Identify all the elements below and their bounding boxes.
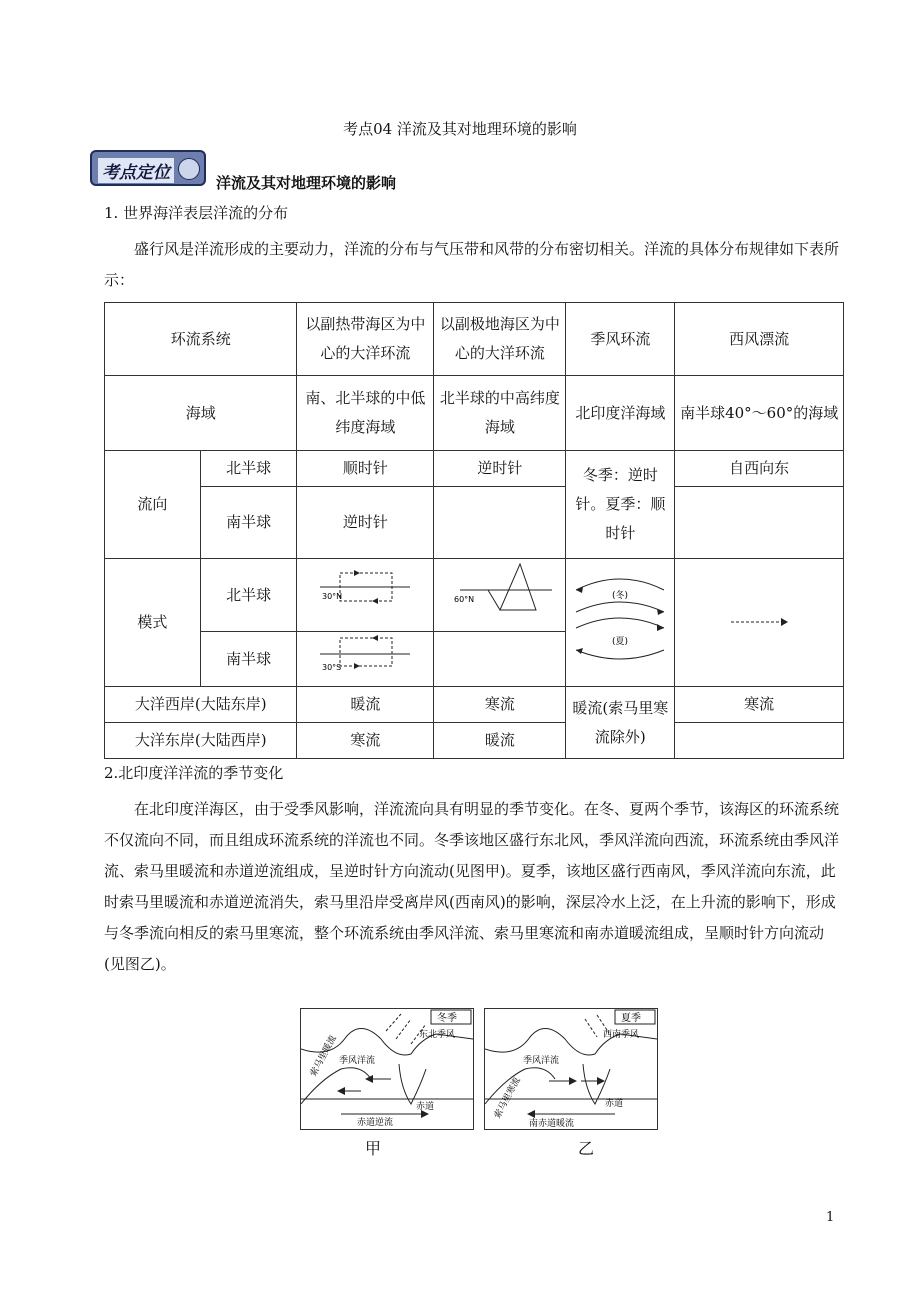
cell: 南半球40°～60°的海域 — [675, 376, 844, 451]
section1-paragraph: 盛行风是洋流形成的主要动力，洋流的分布与气压带和风带的分布密切相关。洋流的具体分布规律如下表所示： — [104, 240, 840, 289]
summer-label: (夏) — [612, 636, 629, 647]
cell-monsoon-direction: 冬季：逆时针。夏季：顺时针 — [566, 451, 675, 559]
col-header-westerly: 西风漂流 — [675, 303, 844, 376]
pattern-subpolar-north — [434, 559, 566, 632]
current-label: 季风洋流 — [339, 1056, 376, 1066]
subheading: 洋流及其对地理环境的影响 — [216, 174, 397, 192]
page-title: 考点04 洋流及其对地理环境的影响 — [343, 120, 577, 138]
cold-current-label: 索马里寒流 — [492, 1075, 523, 1121]
wind-label: 西南季风 — [603, 1030, 640, 1040]
row-sub-north: 北半球 — [200, 559, 297, 632]
winter-label: (冬) — [612, 590, 629, 601]
cell: 北半球的中高纬度海域 — [434, 376, 566, 451]
cell: 暖流 — [297, 687, 434, 723]
warm-current-label: 索马里暖流 — [308, 1033, 339, 1079]
lat-label: 30°N — [322, 592, 343, 601]
badge-label: 考点定位 — [98, 158, 174, 183]
map-winter-caption: 甲 — [365, 1139, 382, 1158]
pattern-westerly — [675, 559, 844, 687]
lat-label: 60°N — [453, 595, 475, 604]
cell: 顺时针 — [297, 451, 434, 487]
current-label: 季风洋流 — [523, 1056, 560, 1066]
counter-current-label: 赤道逆流 — [357, 1118, 394, 1128]
cell: 逆时针 — [297, 487, 434, 559]
map-summer — [484, 1008, 658, 1130]
row-label-sea-area: 海域 — [105, 376, 297, 451]
south-warm-label: 南赤道暖流 — [529, 1119, 575, 1129]
col-header-subpolar: 以副极地海区为中心的大洋环流 — [434, 303, 566, 376]
cell: 寒流 — [675, 687, 844, 723]
col-header-monsoon: 季风环流 — [566, 303, 675, 376]
row-sub-south: 南半球 — [200, 487, 297, 559]
cell-empty — [434, 632, 566, 687]
pattern-subtropical-north — [297, 559, 434, 632]
cell: 寒流 — [297, 723, 434, 759]
pattern-subtropical-south — [297, 632, 434, 687]
section-badge — [90, 150, 206, 186]
map-summer-caption: 乙 — [578, 1139, 595, 1158]
cell: 逆时针 — [434, 451, 566, 487]
col-header-system: 环流系统 — [105, 303, 297, 376]
map-winter — [300, 1008, 474, 1130]
page-number: 1 — [826, 1210, 835, 1225]
pattern-monsoon — [566, 559, 675, 687]
col-header-subtropical: 以副热带海区为中心的大洋环流 — [297, 303, 434, 376]
cell: 北印度洋海域 — [566, 376, 675, 451]
badge-circle-icon — [178, 158, 200, 180]
section2-paragraph: 在北印度洋海区，由于受季风影响，洋流流向具有明显的季节变化。在冬、夏两个季节，该海区的环流系统不仅流向不同，而且组成环流系统的洋流也不同。冬季该地区盛行东北风，季风洋流向西流，环流系统由季风洋流、索马里暖流和赤道逆流组成，呈逆时针方向流动(见图甲)。夏季，该地区盛行西南风，季风洋流向东流，此时索马里暖流和赤道逆流消失，索马里沿岸受离岸风(西南风)的影响，深层冷水上泛，在上升流的影响下，形成与冬季流向相反的索马里寒流，整个环流系统由季风洋流、索马里寒流和南赤道暖流组成，呈顺时针方向流动(见图乙)。 — [104, 800, 840, 973]
row-label-pattern: 模式 — [105, 559, 201, 687]
cell: 南、北半球的中低纬度海域 — [297, 376, 434, 451]
cell: 暖流 — [434, 723, 566, 759]
section1-heading: 1. 世界海洋表层洋流的分布 — [104, 204, 289, 222]
cell-empty — [675, 723, 844, 759]
row-sub-north: 北半球 — [200, 451, 297, 487]
season-label: 冬季 — [437, 1013, 457, 1024]
cell: 寒流 — [434, 687, 566, 723]
section2-heading: 2.北印度洋洋流的季节变化 — [104, 764, 284, 782]
row-sub-south: 南半球 — [200, 632, 297, 687]
season-label: 夏季 — [621, 1013, 641, 1024]
cell-empty — [675, 487, 844, 559]
equator-label: 赤道 — [605, 1099, 624, 1109]
current-table — [104, 302, 844, 759]
row-label-west-coast: 大洋西岸(大陆东岸) — [105, 687, 297, 723]
row-label-direction: 流向 — [105, 451, 201, 559]
lat-label: 30°S — [322, 663, 342, 672]
cell: 自西向东 — [675, 451, 844, 487]
cell-monsoon-coast: 暖流(索马里寒流除外) — [566, 687, 675, 759]
wind-label: 东北季风 — [419, 1030, 456, 1040]
cell-empty — [434, 487, 566, 559]
row-label-east-coast: 大洋东岸(大陆西岸) — [105, 723, 297, 759]
equator-label: 赤道 — [416, 1102, 435, 1112]
